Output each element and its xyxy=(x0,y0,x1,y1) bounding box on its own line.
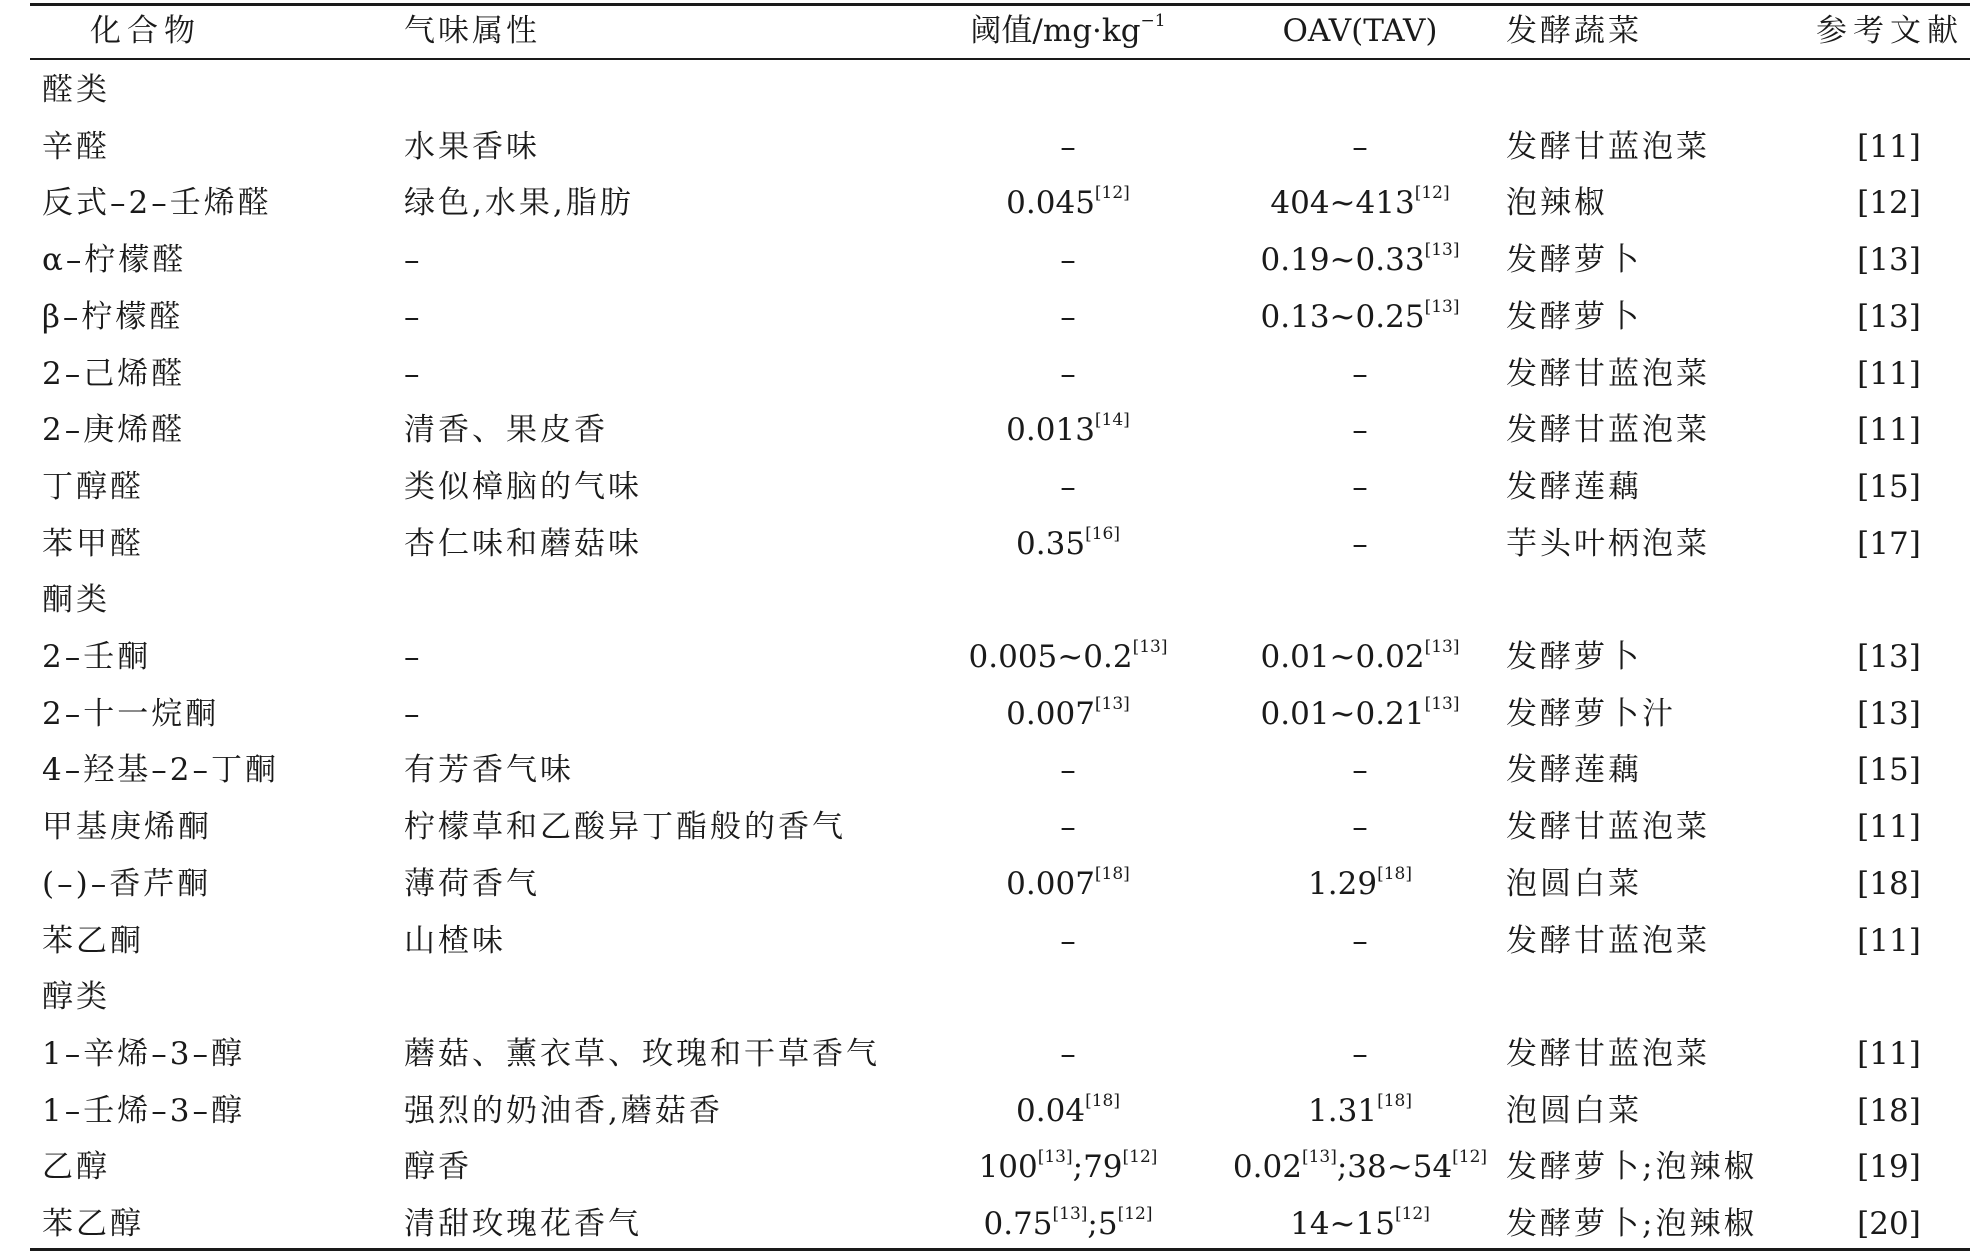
compound-cell: 苯乙醇 xyxy=(42,1206,144,1242)
table-row xyxy=(30,856,1970,912)
value-text: 100 xyxy=(978,1149,1038,1186)
table-row xyxy=(30,742,1970,798)
compound-cell: 丁醇醛 xyxy=(42,468,144,505)
threshold-cell xyxy=(928,1196,1208,1252)
odor-cell: 柠檬草和乙酸异丁酯般的香气 xyxy=(404,809,846,846)
citation-superscript: [13] xyxy=(1424,637,1460,657)
reference-cell: [15] xyxy=(1857,468,1921,505)
threshold-cell xyxy=(928,119,1208,175)
value-text: – xyxy=(1352,752,1368,789)
table-row xyxy=(30,402,1970,458)
value-text: 404~413 xyxy=(1270,185,1415,222)
oav-cell xyxy=(1230,856,1490,912)
value-text: – xyxy=(1060,922,1076,959)
value-text: 14~15 xyxy=(1290,1206,1395,1242)
category-row xyxy=(30,572,1970,628)
vegetable-cell: 发酵萝卜 xyxy=(1506,298,1642,335)
oav-cell xyxy=(1230,1196,1490,1252)
odor-cell: 蘑菇、薰衣草、玫瑰和干草香气 xyxy=(404,1035,880,1072)
value-text: – xyxy=(1060,468,1076,505)
oav-cell xyxy=(1230,913,1490,969)
header-threshold xyxy=(928,3,1208,59)
table-row xyxy=(30,119,1970,175)
threshold-cell xyxy=(928,232,1208,288)
value-text: – xyxy=(1352,412,1368,449)
table-row xyxy=(30,289,1970,345)
value-text: – xyxy=(1060,752,1076,789)
reference-cell: [13] xyxy=(1857,639,1921,675)
header-odor: 气味属性 xyxy=(404,13,540,49)
header-threshold-unit-exp: −1 xyxy=(1140,11,1166,31)
citation-superscript: [18] xyxy=(1377,863,1412,884)
odor-cell: 醇香 xyxy=(404,1149,472,1186)
threshold-cell xyxy=(928,686,1208,742)
citation-superscript: [12] xyxy=(1452,1147,1488,1168)
value-text: 0.19~0.33 xyxy=(1260,242,1425,279)
threshold-cell xyxy=(928,402,1208,458)
reference-cell: [11] xyxy=(1857,355,1921,392)
odor-cell: – xyxy=(404,695,423,732)
compound-cell: 苯乙酮 xyxy=(42,922,144,959)
category-row xyxy=(30,62,1970,118)
value-text: 0.007 xyxy=(1006,865,1095,902)
odor-cell: 清甜玫瑰花香气 xyxy=(404,1206,642,1242)
reference-cell: [11] xyxy=(1857,922,1921,959)
citation-superscript: [13] xyxy=(1424,693,1460,714)
citation-superscript: [13] xyxy=(1094,693,1130,714)
header-reference: 参考文献 xyxy=(1816,13,1964,49)
table-row xyxy=(30,459,1970,515)
oav-cell xyxy=(1230,175,1490,231)
value-text: – xyxy=(1352,1035,1368,1072)
oav-cell xyxy=(1230,119,1490,175)
compound-cell: 辛醛 xyxy=(42,128,110,165)
citation-superscript: [14] xyxy=(1094,410,1130,431)
compound-cell: 乙醇 xyxy=(42,1149,110,1186)
reference-cell: [11] xyxy=(1857,412,1921,449)
threshold-cell xyxy=(928,799,1208,855)
category-label: 酮类 xyxy=(42,582,110,619)
compound-cell: 2–壬酮 xyxy=(42,639,152,675)
value-text: – xyxy=(1060,355,1076,392)
odor-cell: 薄荷香气 xyxy=(404,865,540,902)
table-row xyxy=(30,516,1970,572)
table-row xyxy=(30,175,1970,231)
vegetable-cell: 泡辣椒 xyxy=(1506,185,1608,222)
citation-superscript: [13] xyxy=(1301,1147,1337,1168)
reference-cell: [13] xyxy=(1857,695,1921,732)
vegetable-cell: 发酵甘蓝泡菜 xyxy=(1506,809,1710,846)
value-text: – xyxy=(1060,242,1076,279)
value-text: ;79 xyxy=(1072,1149,1123,1186)
citation-superscript: [12] xyxy=(1117,1204,1153,1224)
vegetable-cell: 发酵甘蓝泡菜 xyxy=(1506,355,1710,392)
table-row xyxy=(30,346,1970,402)
vegetable-cell: 发酵萝卜 xyxy=(1506,639,1642,675)
category-label: 醇类 xyxy=(42,979,110,1016)
table-row xyxy=(30,1026,1970,1082)
odor-cell: – xyxy=(404,639,423,675)
odor-cell: 清香、果皮香 xyxy=(404,412,608,449)
oav-cell xyxy=(1230,686,1490,742)
value-text: – xyxy=(1060,809,1076,846)
compound-cell: 苯甲醛 xyxy=(42,525,144,562)
value-text: – xyxy=(1060,1035,1076,1072)
oav-cell xyxy=(1230,742,1490,798)
value-text: 0.01~0.21 xyxy=(1260,695,1425,732)
oav-cell xyxy=(1230,289,1490,345)
vegetable-cell: 发酵莲藕 xyxy=(1506,752,1642,789)
citation-superscript: [12] xyxy=(1122,1147,1158,1168)
threshold-cell xyxy=(928,913,1208,969)
oav-cell xyxy=(1230,1026,1490,1082)
citation-superscript: [18] xyxy=(1377,1090,1412,1111)
value-text: 0.005~0.2 xyxy=(968,639,1133,675)
value-text: 0.045 xyxy=(1006,185,1095,222)
oav-cell xyxy=(1230,629,1490,685)
reference-cell: [17] xyxy=(1857,525,1921,562)
value-text: – xyxy=(1352,525,1368,562)
compound-cell: 1–壬烯–3–醇 xyxy=(42,1092,245,1129)
citation-superscript: [12] xyxy=(1394,1204,1430,1224)
compound-cell: 2–庚烯醛 xyxy=(42,412,186,449)
compound-cell: 甲基庚烯酮 xyxy=(42,809,212,846)
table-row xyxy=(30,232,1970,288)
header-threshold-label: 阈值/mg·kg xyxy=(970,13,1141,49)
odor-cell: 强烈的奶油香,蘑菇香 xyxy=(404,1092,723,1129)
value-text: 0.01~0.02 xyxy=(1260,639,1425,675)
vegetable-cell: 发酵萝卜 xyxy=(1506,242,1642,279)
oav-cell xyxy=(1230,799,1490,855)
citation-superscript: [12] xyxy=(1094,183,1130,204)
citation-superscript: [16] xyxy=(1085,523,1120,544)
vegetable-cell: 发酵甘蓝泡菜 xyxy=(1506,922,1710,959)
citation-superscript: [13] xyxy=(1132,637,1168,657)
compound-cell: 4–羟基–2–丁酮 xyxy=(42,752,279,789)
header-compound: 化合物 xyxy=(90,13,201,49)
value-text: 0.75 xyxy=(983,1206,1053,1242)
oav-cell xyxy=(1230,1083,1490,1139)
header-oav: OAV(TAV) xyxy=(1282,13,1438,49)
category-label: 醛类 xyxy=(42,72,110,108)
reference-cell: [11] xyxy=(1857,1035,1921,1072)
vegetable-cell: 发酵甘蓝泡菜 xyxy=(1506,128,1710,165)
reference-cell: [13] xyxy=(1857,242,1921,279)
threshold-cell xyxy=(928,516,1208,572)
vegetable-cell: 发酵萝卜汁 xyxy=(1506,695,1676,732)
table-row xyxy=(30,1196,1970,1252)
reference-cell: [20] xyxy=(1857,1206,1921,1242)
compound-cell: 1–辛烯–3–醇 xyxy=(42,1035,245,1072)
threshold-cell xyxy=(928,289,1208,345)
vegetable-cell: 泡圆白菜 xyxy=(1506,1092,1642,1129)
oav-cell xyxy=(1230,232,1490,288)
odor-cell: 类似樟脑的气味 xyxy=(404,468,642,505)
value-text: 0.13~0.25 xyxy=(1260,298,1425,335)
odor-cell: – xyxy=(404,298,423,335)
citation-superscript: [13] xyxy=(1037,1147,1073,1168)
vegetable-cell: 泡圆白菜 xyxy=(1506,865,1642,902)
value-text: 0.04 xyxy=(1016,1092,1086,1129)
vegetable-cell: 发酵甘蓝泡菜 xyxy=(1506,1035,1710,1072)
value-text: 1.29 xyxy=(1308,865,1378,902)
vegetable-cell: 发酵莲藕 xyxy=(1506,468,1642,505)
threshold-cell xyxy=(928,742,1208,798)
oav-cell xyxy=(1230,516,1490,572)
value-text: – xyxy=(1352,922,1368,959)
table-row xyxy=(30,686,1970,742)
compound-cell: (–)–香芹酮 xyxy=(42,865,212,902)
oav-cell xyxy=(1230,459,1490,515)
reference-cell: [18] xyxy=(1857,865,1921,902)
citation-superscript: [13] xyxy=(1424,296,1460,317)
compound-cell: 2–十一烷酮 xyxy=(42,695,220,732)
value-text: – xyxy=(1352,355,1368,392)
odor-cell: 水果香味 xyxy=(404,128,540,165)
threshold-cell xyxy=(928,856,1208,912)
compound-cell: 反式–2–壬烯醛 xyxy=(42,185,272,222)
odor-cell: – xyxy=(404,355,423,392)
value-text: 0.013 xyxy=(1006,412,1095,449)
table-row xyxy=(30,1083,1970,1139)
value-text: ;5 xyxy=(1087,1206,1118,1242)
odor-cell: 绿色,水果,脂肪 xyxy=(404,185,634,222)
citation-superscript: [18] xyxy=(1085,1090,1120,1111)
threshold-cell xyxy=(928,175,1208,231)
reference-cell: [11] xyxy=(1857,809,1921,846)
reference-cell: [12] xyxy=(1857,185,1921,222)
vegetable-cell: 发酵甘蓝泡菜 xyxy=(1506,412,1710,449)
value-text: – xyxy=(1060,128,1076,165)
citation-superscript: [12] xyxy=(1414,183,1450,204)
compound-cell: α–柠檬醛 xyxy=(42,242,187,279)
threshold-cell xyxy=(928,1139,1208,1195)
threshold-cell xyxy=(928,629,1208,685)
bottom-rule xyxy=(30,1248,1970,1251)
header-vegetable: 发酵蔬菜 xyxy=(1506,13,1642,49)
table-row xyxy=(30,629,1970,685)
threshold-cell xyxy=(928,1026,1208,1082)
header-rule xyxy=(30,58,1970,60)
reference-cell: [11] xyxy=(1857,128,1921,165)
value-text: 0.02 xyxy=(1232,1149,1302,1186)
table-row xyxy=(30,799,1970,855)
threshold-cell xyxy=(928,1083,1208,1139)
value-text: – xyxy=(1060,298,1076,335)
odor-cell: 杏仁味和蘑菇味 xyxy=(404,525,642,562)
value-text: – xyxy=(1352,468,1368,505)
category-row xyxy=(30,969,1970,1025)
value-text: – xyxy=(1352,128,1368,165)
citation-superscript: [18] xyxy=(1094,863,1130,884)
table-row xyxy=(30,913,1970,969)
threshold-cell xyxy=(928,459,1208,515)
value-text: ;38~54 xyxy=(1336,1149,1453,1186)
vegetable-cell: 发酵萝卜;泡辣椒 xyxy=(1506,1149,1758,1186)
compound-cell: β–柠檬醛 xyxy=(42,298,184,335)
odor-cell: 山楂味 xyxy=(404,922,506,959)
vegetable-cell: 发酵萝卜;泡辣椒 xyxy=(1506,1206,1758,1242)
header-row xyxy=(30,0,1970,56)
table-row xyxy=(30,1139,1970,1195)
value-text: – xyxy=(1352,809,1368,846)
threshold-cell xyxy=(928,346,1208,402)
vegetable-cell: 芋头叶柄泡菜 xyxy=(1506,525,1710,562)
oav-cell xyxy=(1230,402,1490,458)
oav-cell xyxy=(1230,1139,1490,1195)
odor-cell: – xyxy=(404,242,423,279)
reference-cell: [15] xyxy=(1857,752,1921,789)
value-text: 0.35 xyxy=(1016,525,1086,562)
citation-superscript: [13] xyxy=(1052,1204,1088,1224)
odor-cell: 有芳香气味 xyxy=(404,752,574,789)
reference-cell: [13] xyxy=(1857,298,1921,335)
reference-cell: [18] xyxy=(1857,1092,1921,1129)
reference-cell: [19] xyxy=(1857,1149,1921,1186)
citation-superscript: [13] xyxy=(1424,240,1460,261)
value-text: 0.007 xyxy=(1006,695,1095,732)
value-text: 1.31 xyxy=(1308,1092,1378,1129)
oav-cell xyxy=(1230,346,1490,402)
compound-cell: 2–己烯醛 xyxy=(42,355,186,392)
